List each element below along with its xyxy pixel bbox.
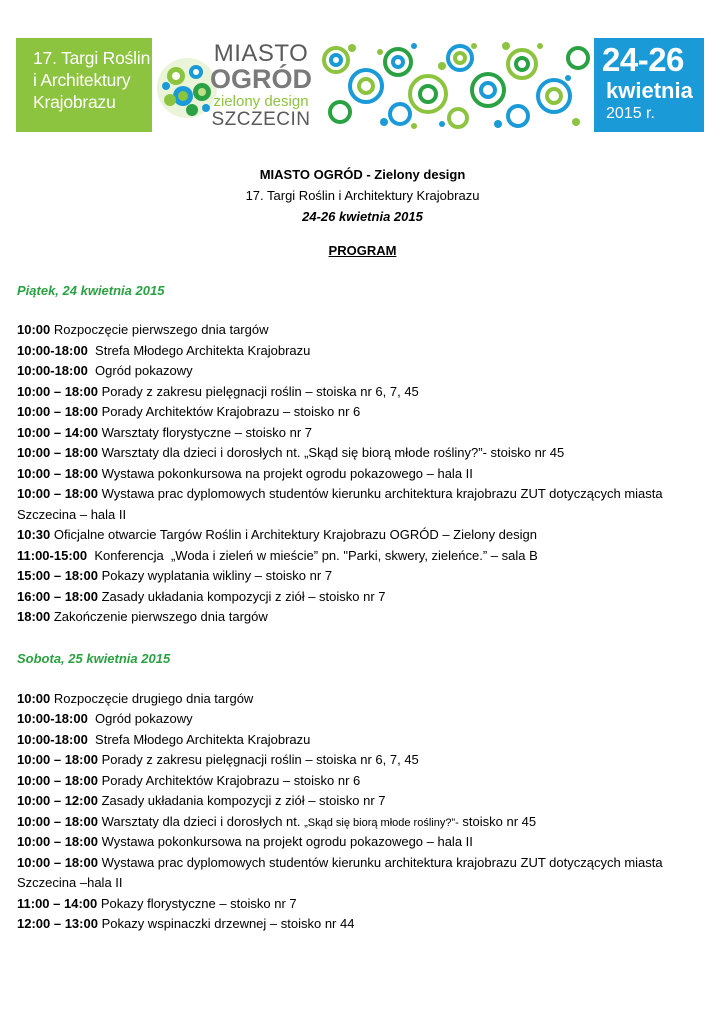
event-time: 10:00 – 12:00 xyxy=(17,793,98,808)
schedule-item xyxy=(17,752,712,768)
document-dates: 24-26 kwietnia 2015 xyxy=(302,209,423,224)
schedule-item xyxy=(17,548,712,564)
document-subtitle: 17. Targi Roślin i Architektury Krajobrazu xyxy=(245,188,480,203)
event-time: 10:30 xyxy=(17,527,51,542)
fair-title-line: 17. Targi Roślin xyxy=(33,48,151,68)
decorative-circles-image xyxy=(318,38,590,132)
schedule-item xyxy=(17,384,712,400)
event-description: Warsztaty dla dzieci i dorosłych nt. „Skąd się biorą młode rośliny?”- stoisko nr 45 xyxy=(97,445,565,460)
schedule-item xyxy=(17,834,712,850)
event-time: 10:00 xyxy=(17,322,51,337)
event-time: 10:00 – 18:00 xyxy=(17,445,98,460)
event-time: 10:00 – 14:00 xyxy=(17,425,98,440)
event-description: Konferencja „Woda i zieleń w mieście” pn. "Parki, skwery, zieleńce.” – sala B xyxy=(87,548,538,563)
logo-line: OGRÓD xyxy=(209,64,312,94)
schedule-item xyxy=(17,711,712,727)
event-time: 10:00 – 18:00 xyxy=(17,814,98,829)
event-description: Wystawa pokonkursowa na projekt ogrodu pokazowego – hala II xyxy=(97,834,473,849)
document-title: MIASTO OGRÓD - Zielony design xyxy=(259,167,466,182)
schedule-item xyxy=(17,445,712,461)
schedule-item xyxy=(17,343,712,359)
schedule-item xyxy=(17,609,712,625)
program-heading: PROGRAM xyxy=(328,243,397,258)
event-time: 10:00 – 18:00 xyxy=(17,855,98,870)
event-description: Zasady układania kompozycji z ziół – stoisko nr 7 xyxy=(97,589,386,604)
schedule-item xyxy=(17,916,712,932)
fair-title-line: Krajobrazu xyxy=(33,92,116,112)
schedule-item-continuation: Szczecina – hala II xyxy=(17,507,127,522)
event-time: 10:00-18:00 xyxy=(17,343,88,358)
logo-line: zielony design xyxy=(213,93,309,110)
event-description: Porady Architektów Krajobrazu – stoisko nr 6 xyxy=(97,773,361,788)
logo-line: SZCZECIN xyxy=(211,109,311,130)
miasto-ogrod-logo xyxy=(206,38,316,132)
event-description: Porady Architektów Krajobrazu – stoisko nr 6 xyxy=(97,404,361,419)
event-description: Wystawa pokonkursowa na projekt ogrodu pokazowego – hala II xyxy=(97,466,473,481)
event-time: 11:00 – 14:00 xyxy=(17,896,98,911)
day-heading: Piątek, 24 kwietnia 2015 xyxy=(17,283,165,298)
event-description: Strefa Młodego Architekta Krajobrazu xyxy=(87,343,311,358)
event-description: Porady z zakresu pielęgnacji roślin – stoiska nr 6, 7, 45 xyxy=(97,384,419,399)
event-description: Strefa Młodego Architekta Krajobrazu xyxy=(87,732,311,747)
schedule-item-continuation: Szczecina –hala II xyxy=(17,875,123,890)
event-time: 10:00 – 18:00 xyxy=(17,834,98,849)
date-month: kwietnia xyxy=(606,78,693,103)
schedule-item xyxy=(17,589,712,605)
event-time: 10:00 – 18:00 xyxy=(17,404,98,419)
schedule-item xyxy=(17,773,712,789)
event-description: Wystawa prac dyplomowych studentów kierunku architektura krajobrazu ZUT dotyczących miasta xyxy=(97,855,663,870)
schedule-item xyxy=(17,425,712,441)
event-time: 16:00 – 18:00 xyxy=(17,589,98,604)
day-heading: Sobota, 25 kwietnia 2015 xyxy=(17,651,171,666)
event-description: Pokazy florystyczne – stoisko nr 7 xyxy=(97,896,297,911)
event-time: 10:00 xyxy=(17,691,51,706)
schedule-item xyxy=(17,691,712,707)
schedule-item xyxy=(17,855,712,871)
event-description: Rozpoczęcie pierwszego dnia targów xyxy=(50,322,269,337)
event-time: 18:00 xyxy=(17,609,51,624)
event-description: Porady z zakresu pielęgnacji roślin – stoiska nr 6, 7, 45 xyxy=(97,752,419,767)
event-description: Ogród pokazowy xyxy=(87,363,193,378)
schedule-item xyxy=(17,466,712,482)
schedule-item xyxy=(17,568,712,584)
event-time: 12:00 – 13:00 xyxy=(17,916,98,931)
event-description: stoisko nr 45 xyxy=(458,814,537,829)
event-time: 10:00-18:00 xyxy=(17,732,88,747)
header-banner xyxy=(16,38,704,132)
event-description-small: „Skąd się biorą młode rośliny?”- xyxy=(304,817,459,829)
fair-date-box xyxy=(594,38,704,132)
fair-title-box xyxy=(16,38,152,132)
event-time: 10:00 – 18:00 xyxy=(17,773,98,788)
event-time: 10:00-18:00 xyxy=(17,711,88,726)
event-time: 10:00 – 18:00 xyxy=(17,486,98,501)
schedule-item xyxy=(17,814,712,831)
schedule-item xyxy=(17,404,712,420)
event-time: 15:00 – 18:00 xyxy=(17,568,98,583)
event-description: Oficjalne otwarcie Targów Roślin i Architektury Krajobrazu OGRÓD – Zielony design xyxy=(50,527,537,542)
event-time: 10:00-18:00 xyxy=(17,363,88,378)
event-description: Ogród pokazowy xyxy=(87,711,193,726)
event-description: Zakończenie pierwszego dnia targów xyxy=(50,609,268,624)
schedule-item xyxy=(17,486,712,502)
event-description: Zasady układania kompozycji z ziół – stoisko nr 7 xyxy=(97,793,386,808)
schedule-item xyxy=(17,732,712,748)
schedule-item xyxy=(17,527,712,543)
event-description: Rozpoczęcie drugiego dnia targów xyxy=(50,691,254,706)
date-year: 2015 r. xyxy=(606,105,655,122)
schedule-item xyxy=(17,896,712,912)
event-description: Warsztaty florystyczne – stoisko nr 7 xyxy=(97,425,313,440)
schedule-item xyxy=(17,793,712,809)
event-time: 10:00 – 18:00 xyxy=(17,384,98,399)
event-description: Pokazy wspinaczki drzewnej – stoisko nr 44 xyxy=(97,916,355,931)
event-time: 10:00 – 18:00 xyxy=(17,466,98,481)
schedule-item xyxy=(17,322,712,338)
schedule-item xyxy=(17,363,712,379)
event-time: 11:00-15:00 xyxy=(17,548,88,563)
event-description: Pokazy wyplatania wikliny – stoisko nr 7 xyxy=(97,568,333,583)
fair-title-line: i Architektury xyxy=(33,70,131,90)
logo-line: MIASTO xyxy=(213,40,309,67)
event-description: Warsztaty dla dzieci i dorosłych nt. xyxy=(97,814,305,829)
event-time: 10:00 – 18:00 xyxy=(17,752,98,767)
event-description: Wystawa prac dyplomowych studentów kierunku architektura krajobrazu ZUT dotyczących miasta xyxy=(97,486,663,501)
date-range: 24-26 xyxy=(602,41,684,78)
